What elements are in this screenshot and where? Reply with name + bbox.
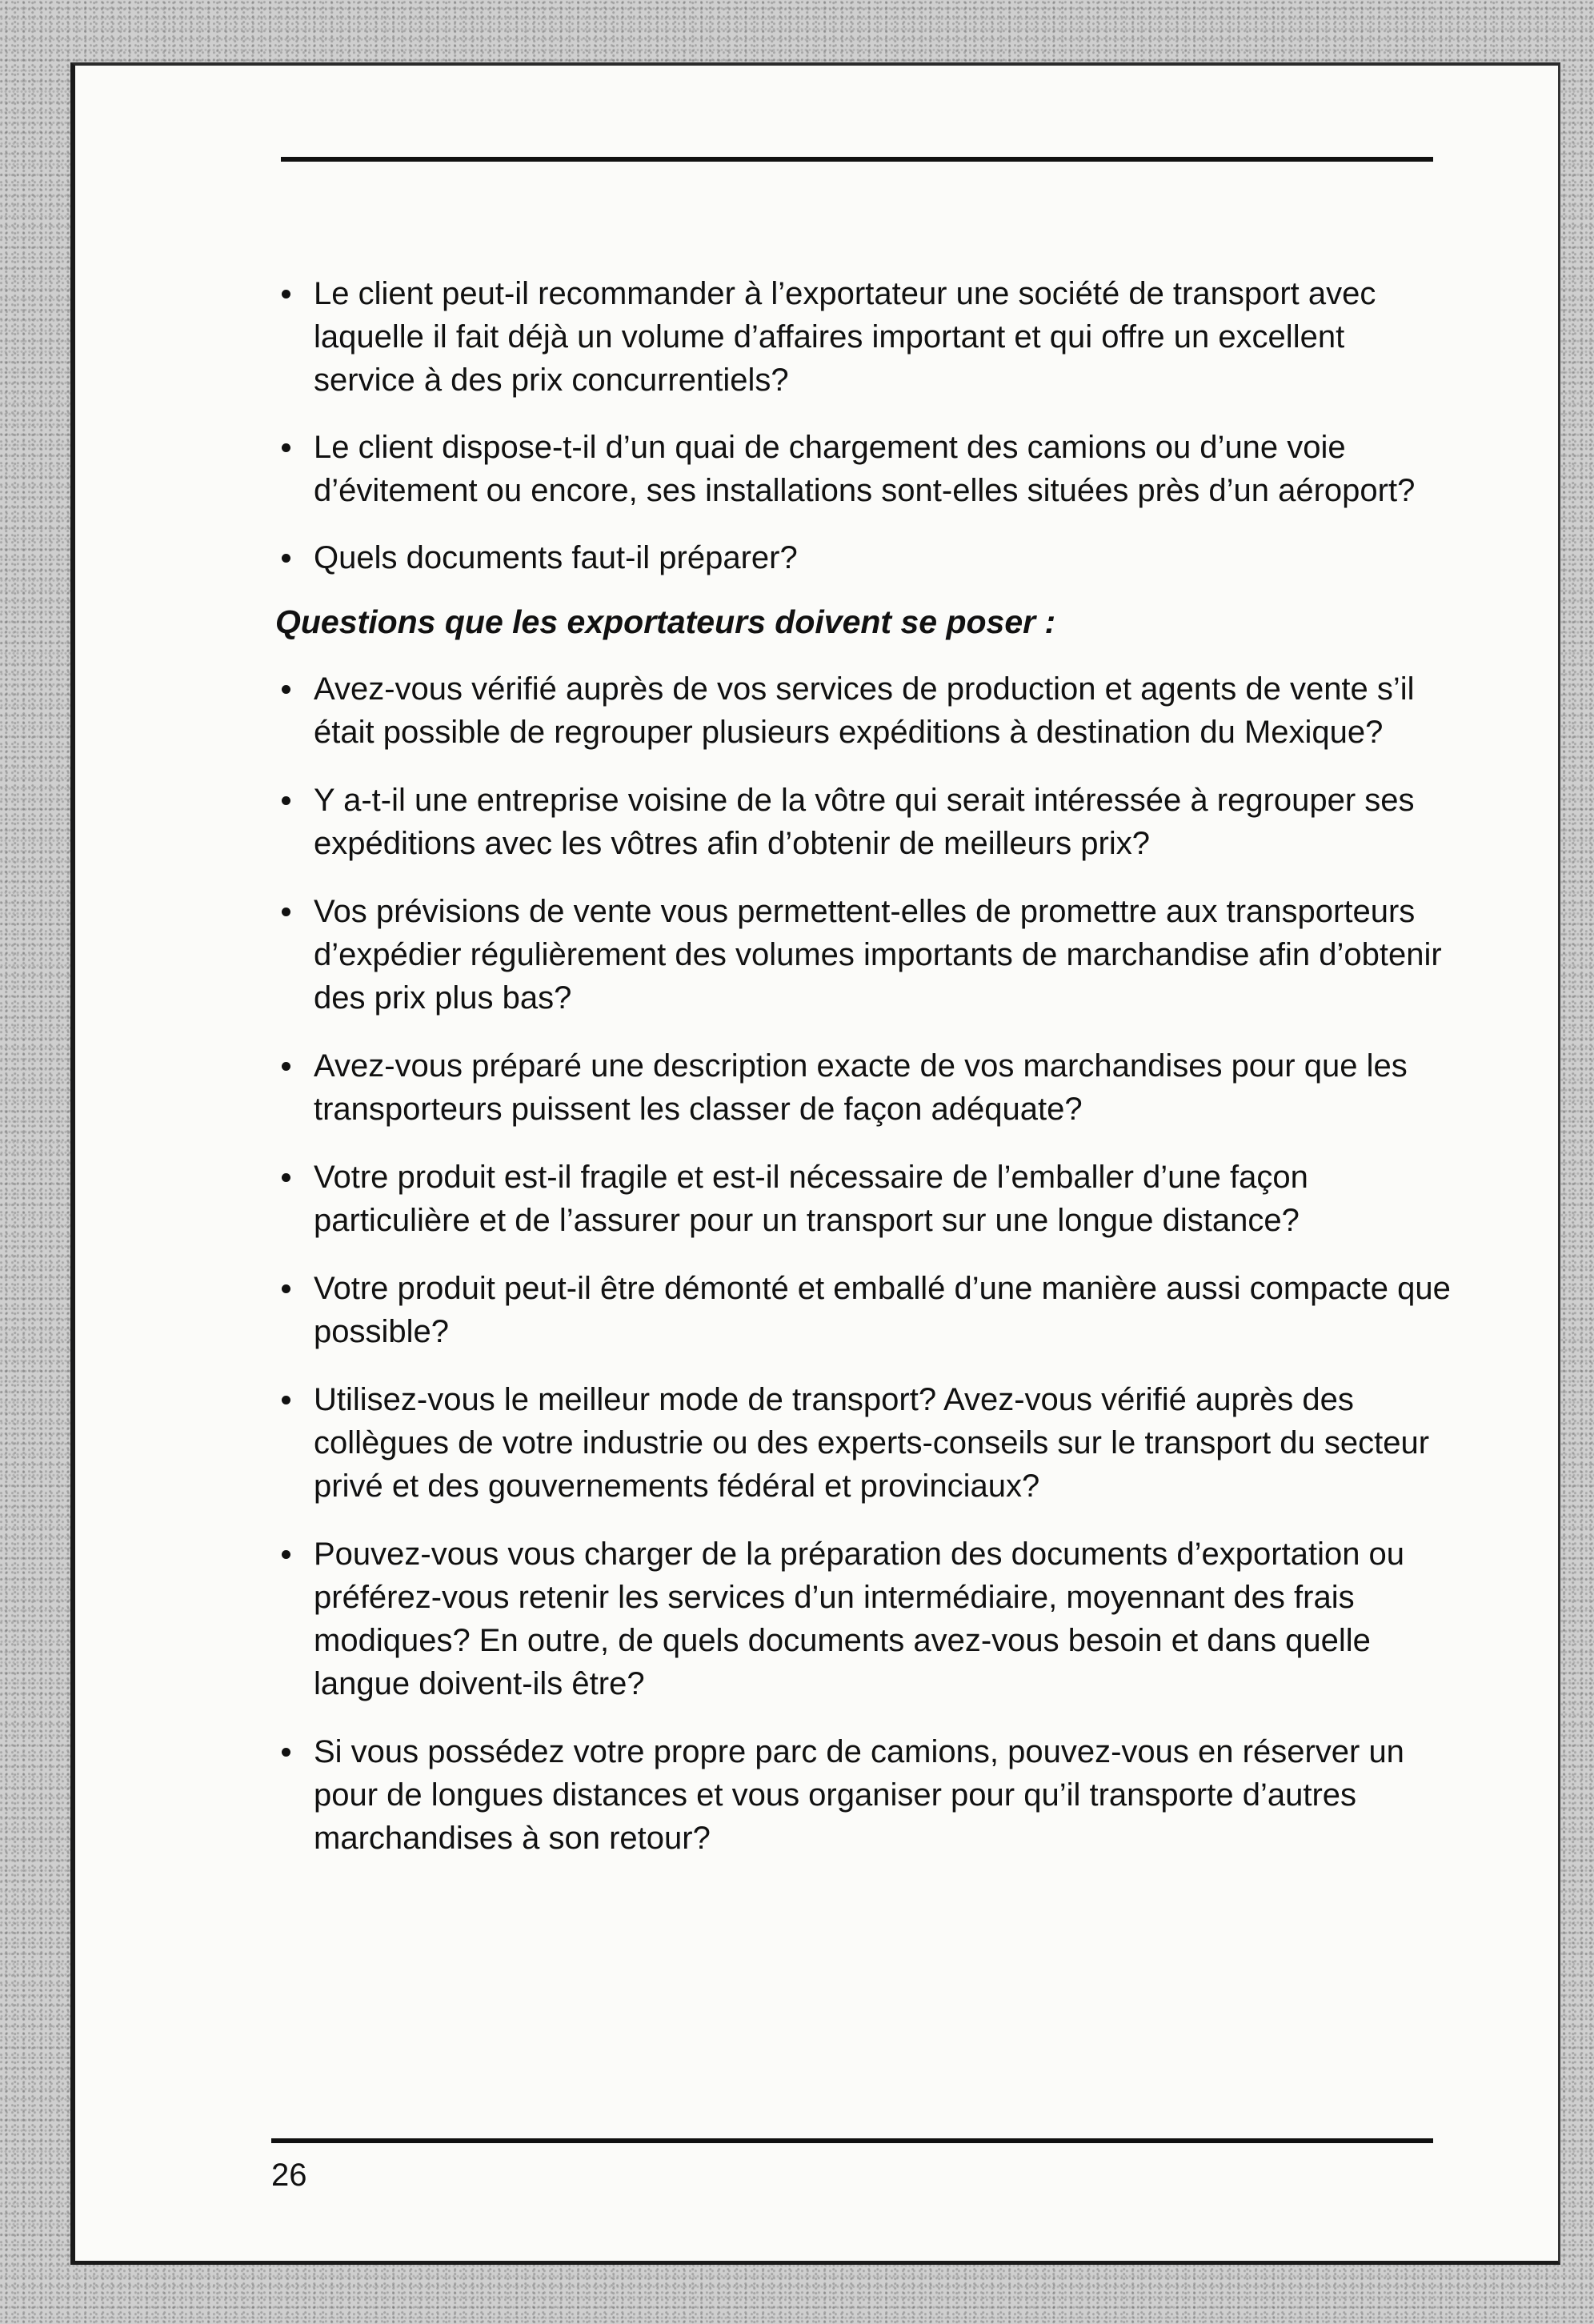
list-item: Utilisez-vous le meilleur mode de transport? Avez-vous vérifié auprès des collègues de votre industrie ou des experts-conseils sur le transport du secteur privé et des gouvernements fédéral et provinciaux? — [275, 1378, 1452, 1508]
document-page — [70, 62, 1560, 2265]
section-heading: Questions que les exportateurs doivent se poser : — [275, 603, 1056, 640]
list-item: Si vous possédez votre propre parc de camions, pouvez-vous en réserver un pour de longues distances et vous organiser pour qu’il transporte d’autres marchandises à son retour? — [275, 1730, 1452, 1860]
list-item: Y a-t-il une entreprise voisine de la vôtre qui serait intéressée à regrouper ses expéditions avec les vôtres afin d’obtenir de meilleurs prix? — [275, 779, 1452, 865]
list-item: Votre produit peut-il être démonté et emballé d’une manière aussi compacte que possible? — [275, 1267, 1452, 1353]
list-item: Le client peut-il recommander à l’exportateur une société de transport avec laquelle il fait déjà un volume d’affaires important et qui offre un excellent service à des prix concurrentiels? — [275, 272, 1452, 402]
page-content — [275, 272, 1452, 1885]
list-item: Vos prévisions de vente vous permettent-elles de promettre aux transporteurs d’expédier régulièrement des volumes importants de marchandise afin d’obtenir des prix plus bas? — [275, 890, 1452, 1020]
top-rule — [281, 157, 1433, 162]
list-item: Pouvez-vous vous charger de la préparation des documents d’exportation ou préférez-vous retenir les services d’un intermédiaire, moyennant des frais modiques? En outre, de quels documents avez-vous besoin et dans quelle langue doivent-ils être? — [275, 1533, 1452, 1705]
list-item: Avez-vous préparé une description exacte de vos marchandises pour que les transporteurs puissent les classer de façon adéquate? — [275, 1044, 1452, 1131]
list-item: Quels documents faut-il préparer? — [275, 536, 1452, 579]
list-item: Votre produit est-il fragile et est-il nécessaire de l’emballer d’une façon particulière et de l’assurer pour un transport sur une longue distance? — [275, 1156, 1452, 1242]
page-number: 26 — [271, 2158, 307, 2193]
list-item: Avez-vous vérifié auprès de vos services de production et agents de vente s’il était possible de regrouper plusieurs expéditions à destination du Mexique? — [275, 667, 1452, 754]
exporter-questions-list — [275, 667, 1452, 1860]
client-questions-list — [275, 272, 1452, 579]
list-item: Le client dispose-t-il d’un quai de chargement des camions ou d’une voie d’évitement ou encore, ses installations sont-elles situées près d’un aéroport? — [275, 426, 1452, 512]
bottom-rule — [271, 2138, 1433, 2143]
